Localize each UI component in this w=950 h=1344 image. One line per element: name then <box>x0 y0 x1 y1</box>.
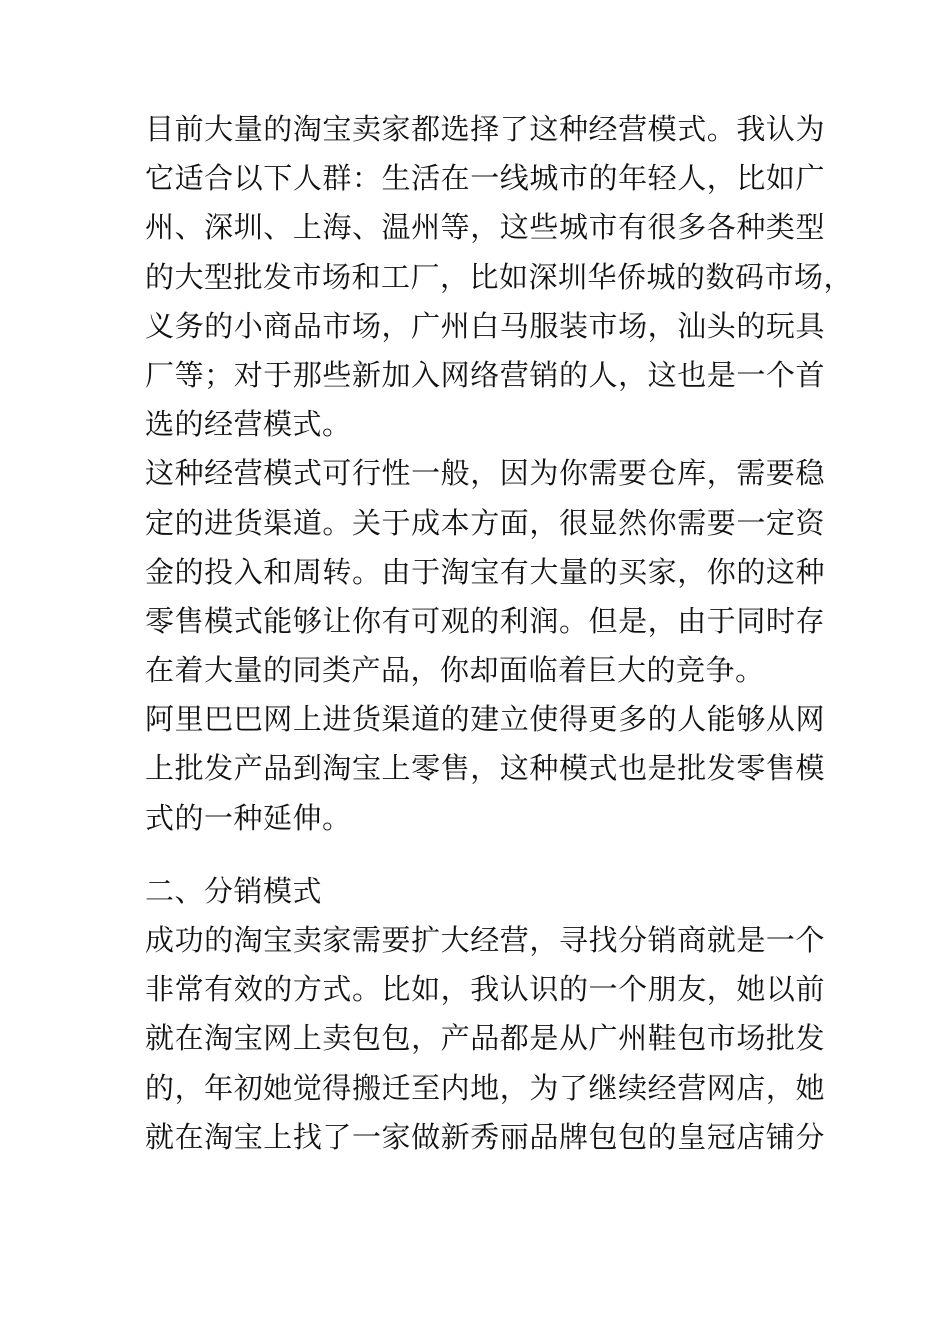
text-line: 目前大量的淘宝卖家都选择了这种经营模式。我认为 <box>145 112 825 146</box>
document-body <box>145 105 854 1162</box>
paragraph-2 <box>145 449 825 695</box>
text-line: 的，年初她觉得搬迁至内地，为了继续经营网店，她 <box>145 1070 825 1105</box>
text-line: 的大型批发市场和工厂，比如深圳华侨城的数码市场， <box>145 259 854 294</box>
text-line: 式的一种延伸。 <box>145 800 352 835</box>
text-line: 就在淘宝网上卖包包，产品都是从广州鞋包市场批发 <box>145 1021 825 1056</box>
text-line: 就在淘宝上找了一家做新秀丽品牌包包的皇冠店铺分 <box>145 1119 825 1154</box>
paragraph-spacer <box>145 843 825 867</box>
paragraph-4 <box>145 916 825 1162</box>
text-line: 义务的小商品市场，广州白马服装市场，汕头的玩具 <box>145 308 825 343</box>
text-line: 厂等；对于那些新加入网络营销的人，这也是一个首 <box>145 357 825 392</box>
text-line: 州、深圳、上海、温州等，这些城市有很多各种类型 <box>145 210 825 245</box>
text-line: 零售模式能够让你有可观的利润。但是，由于同时存 <box>145 603 825 638</box>
text-line: 非常有效的方式。比如，我认识的一个朋友，她以前 <box>145 972 825 1007</box>
text-line: 选的经营模式。 <box>145 407 352 442</box>
text-line: 阿里巴巴网上进货渠道的建立使得更多的人能够从网 <box>145 702 825 737</box>
text-line: 成功的淘宝卖家需要扩大经营，寻找分销商就是一个 <box>145 923 825 957</box>
section-heading <box>145 867 825 916</box>
paragraph-1 <box>145 105 854 449</box>
text-line: 它适合以下人群：生活在一线城市的年轻人，比如广 <box>145 161 825 196</box>
section-heading-text: 二、分销模式 <box>145 873 323 908</box>
text-line: 金的投入和周转。由于淘宝有大量的买家，你的这种 <box>145 554 825 589</box>
paragraph-3 <box>145 695 825 843</box>
text-line: 这种经营模式可行性一般，因为你需要仓库，需要稳 <box>145 456 825 491</box>
text-line: 上批发产品到淘宝上零售，这种模式也是批发零售模 <box>145 751 825 786</box>
text-line: 定的进货渠道。关于成本方面，很显然你需要一定资 <box>145 505 825 540</box>
text-line: 在着大量的同类产品，你却面临着巨大的竞争。 <box>145 653 765 688</box>
